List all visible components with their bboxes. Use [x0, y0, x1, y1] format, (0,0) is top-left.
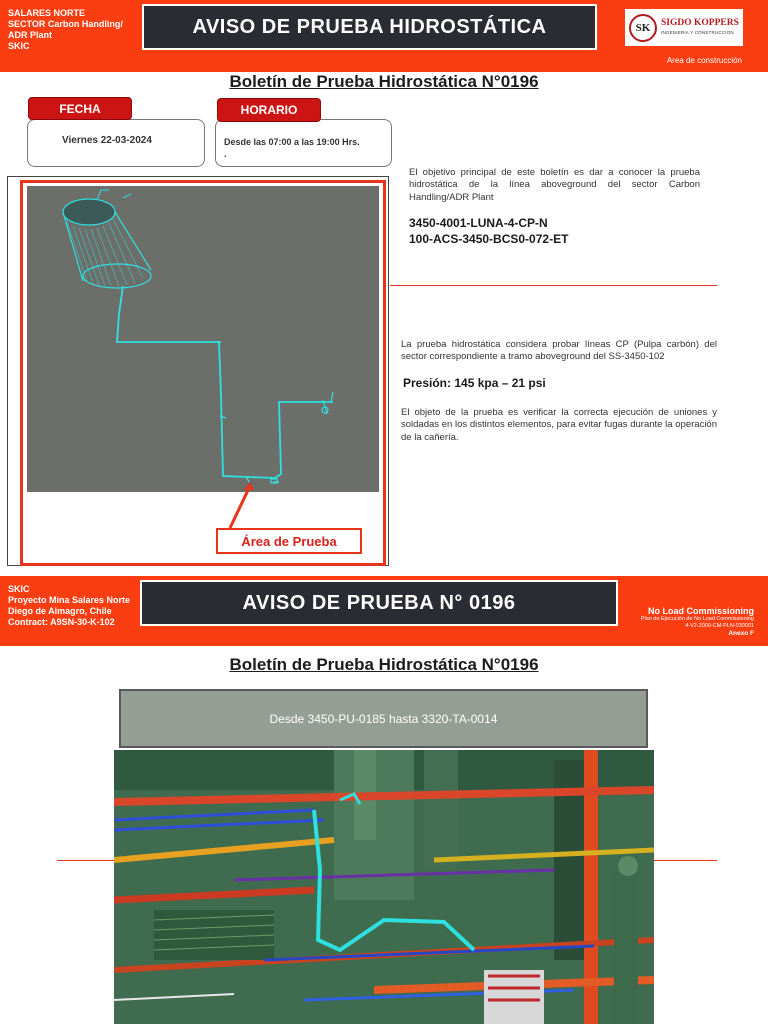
- header-plan-info: [641, 606, 754, 637]
- pressure-value: Presión: 145 kpa – 21 psi: [403, 376, 546, 390]
- plan-subtitle: Plan de Ejecución de No Load Commissioning: [640, 616, 754, 622]
- test-area-label: Área de Prueba: [216, 528, 362, 554]
- scope-text: La prueba hidrostática considera probar líneas CP (Pulpa carbón) del sector correspondiente a tramo aboveground del SS-3450-102: [401, 339, 717, 363]
- area-caption: Area de construcción: [666, 56, 742, 65]
- logo-mark-icon: SK: [629, 14, 657, 42]
- header-line: SKIC: [8, 584, 30, 594]
- divider-left: [57, 860, 117, 861]
- horario-tag: HORARIO: [217, 98, 321, 122]
- bulletin-title: Boletín de Prueba Hidrostática N°0196: [229, 655, 539, 674]
- range-box: Desde 3450-PU-0185 hasta 3320-TA-0014: [119, 689, 648, 748]
- header-line: Contract: A9SN-30-K-102: [8, 617, 115, 627]
- header-project-info: [8, 8, 123, 52]
- isometric-pipe-model: [27, 186, 379, 492]
- page-title: AVISO DE PRUEBA N° 0196: [140, 580, 618, 626]
- company-logo: [625, 9, 743, 46]
- header-line: SKIC: [8, 41, 30, 51]
- pointer-arrow-icon: [226, 480, 256, 530]
- plant-3d-render: [114, 750, 654, 1024]
- purpose-text: El objeto de la prueba es verificar la correcta ejecución de uniones y soldadas en los distintos elementos, para evitar fugas durante la operación de la cañería.: [401, 407, 717, 443]
- horario-value: Desde las 07:00 a las 19:00 Hrs.: [224, 137, 360, 147]
- fecha-value: Viernes 22-03-2024: [62, 135, 152, 146]
- header-line: ADR Plant: [8, 30, 53, 40]
- pipe-model-icon: [27, 186, 379, 492]
- header-band: [0, 576, 768, 646]
- bulletin-title: Boletín de Prueba Hidrostática N°0196: [229, 72, 539, 91]
- plan-title: No Load Commissioning: [647, 606, 754, 616]
- header-line: SECTOR Carbon Handling/: [8, 19, 123, 29]
- divider: [390, 285, 717, 286]
- header-project-info: [8, 584, 130, 628]
- line-code-1: 3450-4001-LUNA-4-CP-N: [409, 216, 548, 230]
- page-title: AVISO DE PRUEBA HIDROSTÁTICA: [142, 4, 597, 50]
- header-line: Proyecto Mina Salares Norte: [8, 595, 131, 605]
- plan-code: 4-V2-2000-CM-PLN-030001: [685, 623, 754, 629]
- header-line: SALARES NORTE: [8, 8, 86, 18]
- logo-name: SIGDO KOPPERS: [661, 17, 739, 28]
- header-band: [0, 0, 768, 72]
- plant-render-icon: [114, 750, 654, 1024]
- header-line: Diego de Almagro, Chile: [8, 606, 112, 616]
- fecha-tag: FECHA: [28, 97, 132, 120]
- bulletin-page-2: [0, 576, 768, 1024]
- objective-text: El objetivo principal de este boletín es dar a conocer la prueba hidrostática de la línea aboveground del sector Carbon Handling/ADR Plant: [409, 167, 700, 203]
- divider-right: [652, 860, 717, 861]
- logo-subtitle: INGENIERIA Y CONSTRUCCION: [661, 29, 734, 35]
- horario-value-extra: .: [224, 149, 227, 159]
- line-code-2: 100-ACS-3450-BCS0-072-ET: [409, 232, 569, 246]
- annex-label: Anexo F: [728, 630, 754, 637]
